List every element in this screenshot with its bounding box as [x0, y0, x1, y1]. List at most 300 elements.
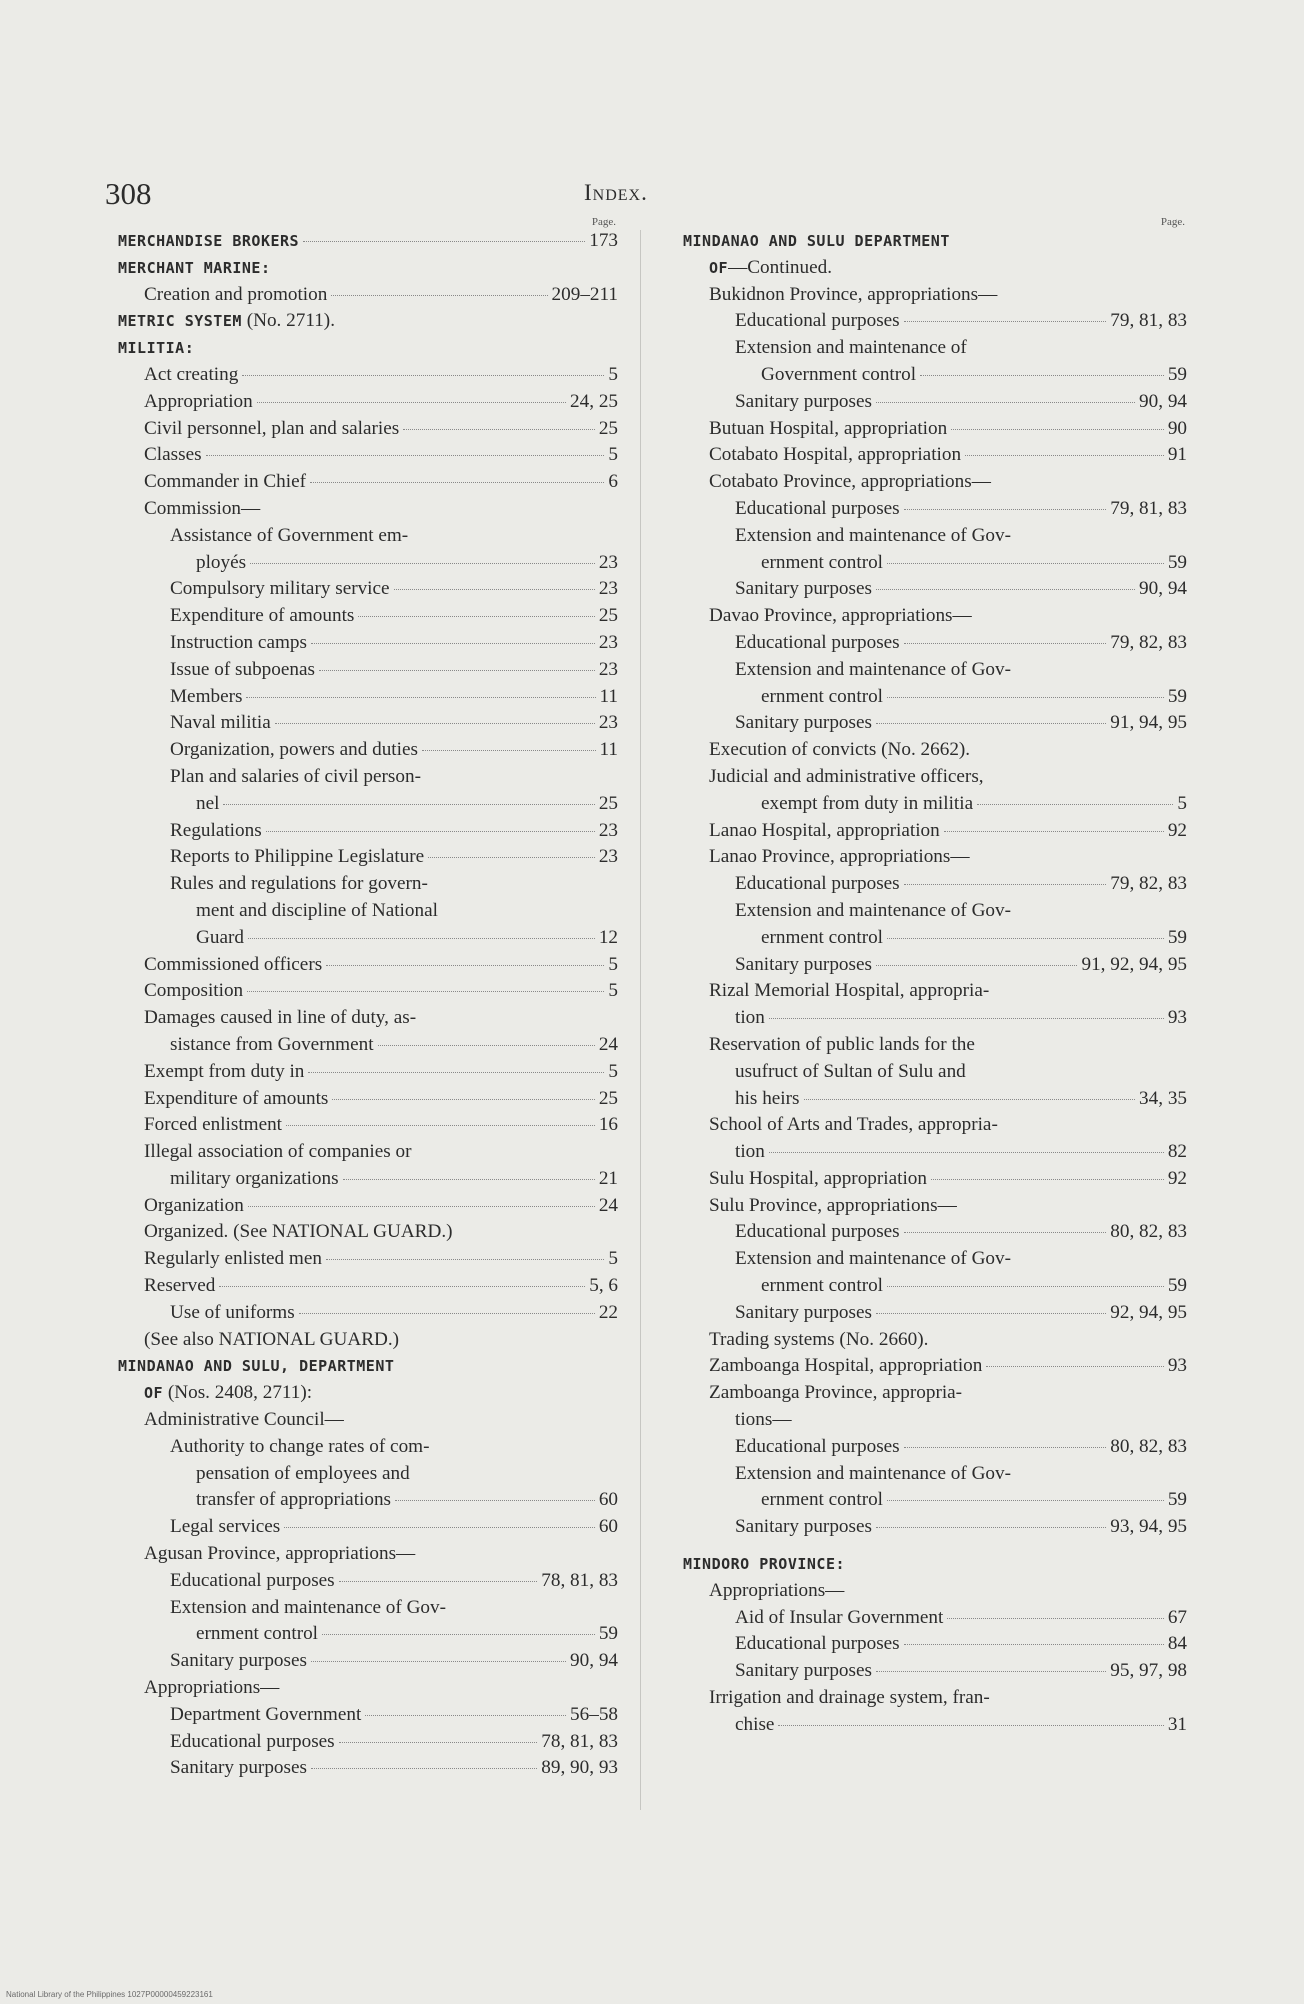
index-entry: [683, 335, 1187, 362]
index-entry: [683, 416, 1187, 443]
entry-page-ref: 25: [598, 417, 618, 439]
index-entry: [683, 282, 1187, 309]
entry-text-wrap: [144, 362, 238, 389]
index-entry: [683, 710, 1187, 737]
dot-leader: [266, 831, 595, 832]
entry-text: Extension and maintenance of Gov-: [170, 1596, 446, 1618]
entry-page-ref: 25: [598, 792, 618, 814]
entry-text: Educational purposes: [735, 497, 900, 519]
dot-leader: [887, 938, 1164, 939]
entry-heading: MERCHANDISE BROKERS: [118, 232, 300, 250]
index-entry: [683, 1685, 1187, 1712]
dot-leader: [804, 1099, 1136, 1100]
entry-text-wrap: [144, 1112, 282, 1139]
index-entry: [118, 1407, 618, 1434]
entry-text: Civil personnel, plan and salaries: [144, 417, 400, 439]
entry-text: Educational purposes: [170, 1730, 335, 1752]
entry-text: Educational purposes: [735, 1633, 900, 1655]
entry-text: Sanitary purposes: [735, 712, 872, 734]
entry-text: Reservation of public lands for the: [709, 1033, 975, 1055]
entry-text-wrap: [170, 1729, 335, 1756]
dot-leader: [275, 723, 595, 724]
entry-text: Commissioned officers: [144, 953, 323, 975]
entry-page-ref: 60: [598, 1489, 618, 1511]
entry-text-wrap: [170, 1648, 307, 1675]
index-entry: [683, 228, 1187, 255]
entry-text-wrap: [735, 1461, 1011, 1488]
entry-text-wrap: [170, 1595, 446, 1622]
entry-text-wrap: [735, 496, 900, 523]
dot-leader: [920, 375, 1164, 376]
index-entry: [118, 416, 618, 443]
index-entry: [683, 1631, 1187, 1658]
entry-text-wrap: [709, 818, 940, 845]
entry-page-ref: 23: [598, 819, 618, 841]
entry-text: Educational purposes: [735, 1435, 900, 1457]
entry-text-wrap: [709, 469, 991, 496]
dot-leader: [247, 991, 604, 992]
entry-text: Exempt from duty in: [144, 1060, 305, 1082]
entry-text-wrap: [170, 684, 242, 711]
dot-leader: [311, 1768, 537, 1769]
entry-text: Act creating: [144, 363, 239, 385]
entry-heading: OF: [144, 1384, 164, 1403]
index-entry: [118, 1086, 618, 1113]
entry-page-ref: 59: [1167, 1275, 1187, 1297]
index-entry: [118, 818, 618, 845]
dot-leader: [887, 697, 1164, 698]
entry-text-wrap: [735, 389, 872, 416]
entry-text-wrap: [170, 1568, 335, 1595]
entry-page-ref: 92: [1167, 1167, 1187, 1189]
entry-page-ref: 59: [1167, 926, 1187, 948]
dot-leader: [944, 831, 1164, 832]
scan-footer: National Library of the Philippines 1027P00000459223161: [6, 1990, 213, 1999]
index-entry: [683, 576, 1187, 603]
dot-leader: [339, 1742, 538, 1743]
index-entry: [118, 1514, 618, 1541]
entry-text: Plan and salaries of civil person-: [170, 765, 421, 787]
index-entry: [118, 1702, 618, 1729]
entry-text: (Nos. 2408, 2711):: [163, 1382, 313, 1404]
entry-text-wrap: [735, 1300, 872, 1327]
index-entry: [683, 925, 1187, 952]
entry-text: School of Arts and Trades, appropria-: [709, 1114, 998, 1136]
entry-text: nel: [196, 792, 220, 814]
index-entry: [118, 442, 618, 469]
index-entry: [683, 603, 1187, 630]
index-entry: [118, 898, 618, 925]
entry-page-ref: 59: [598, 1623, 618, 1645]
entry-text-wrap: [735, 308, 900, 335]
index-entry: [683, 362, 1187, 389]
entry-text: Rizal Memorial Hospital, appropria-: [709, 980, 990, 1002]
dot-leader: [876, 723, 1106, 724]
entry-text: Lanao Province, appropriations—: [709, 846, 970, 868]
index-entry: [118, 1648, 618, 1675]
entry-page-ref: 22: [598, 1301, 618, 1323]
entry-text-wrap: [144, 496, 260, 523]
index-entry: [118, 1032, 618, 1059]
index-entry: [118, 710, 618, 737]
entry-text: Extension and maintenance of Gov-: [735, 658, 1011, 680]
entry-page-ref: 91: [1167, 444, 1187, 466]
entry-text-wrap: [735, 1658, 872, 1685]
entry-heading: OF: [709, 258, 729, 277]
dot-leader: [904, 321, 1107, 322]
entry-text-wrap: [144, 1219, 453, 1246]
index-entry: [118, 1487, 618, 1514]
dot-leader: [904, 1447, 1107, 1448]
entry-text-wrap: [735, 1407, 792, 1434]
index-entry: [683, 1219, 1187, 1246]
index-entry: [683, 1605, 1187, 1632]
index-entry: [118, 523, 618, 550]
entry-text: ernment control: [196, 1623, 319, 1645]
entry-page-ref: 11: [599, 685, 618, 707]
dot-leader: [257, 402, 566, 403]
entry-text: Guard: [196, 926, 244, 948]
index-entry: [683, 1112, 1187, 1139]
index-entry: [118, 1193, 618, 1220]
index-entry: [118, 1541, 618, 1568]
index-entry: [683, 1273, 1187, 1300]
entry-page-ref: 59: [1167, 551, 1187, 573]
entry-text: Compulsory military service: [170, 578, 390, 600]
dot-leader: [310, 482, 604, 483]
dot-leader: [904, 1644, 1164, 1645]
dot-leader: [931, 1179, 1164, 1180]
entry-page-ref: 173: [589, 230, 618, 251]
index-entry: [683, 952, 1187, 979]
dot-leader: [422, 750, 596, 751]
entry-page-ref: 67: [1167, 1606, 1187, 1628]
entry-text: Sanitary purposes: [735, 1660, 872, 1682]
entry-heading: MINDORO PROVINCE:: [683, 1555, 846, 1574]
entry-page-ref: 59: [1167, 363, 1187, 385]
index-entry: [118, 1273, 618, 1300]
entry-text-wrap: [170, 818, 262, 845]
entry-text: Extension and maintenance of: [735, 337, 967, 359]
entry-text-wrap: [144, 1059, 304, 1086]
index-entry: [118, 1112, 618, 1139]
dot-leader: [904, 643, 1107, 644]
entry-text-wrap: [709, 1353, 982, 1380]
dot-leader: [303, 241, 585, 242]
entry-text-wrap: [761, 925, 883, 952]
entry-text-wrap: [709, 416, 947, 443]
index-entry: [683, 496, 1187, 523]
index-entry: [683, 764, 1187, 791]
index-entry: [118, 925, 618, 952]
entry-text-wrap: [144, 1005, 416, 1032]
entry-text: Instruction camps: [170, 631, 307, 653]
entry-text: exempt from duty in militia: [761, 792, 974, 814]
entry-text: Naval militia: [170, 712, 271, 734]
index-column-right: [683, 216, 1187, 1739]
entry-heading: MINDANAO AND SULU DEPARTMENT: [683, 232, 950, 250]
entry-text-wrap: [735, 1246, 1011, 1273]
index-entry: [683, 255, 1187, 282]
entry-text-wrap: [144, 282, 327, 309]
entry-text: Sanitary purposes: [735, 578, 872, 600]
column-divider: [640, 230, 641, 1810]
index-entry: [683, 1005, 1187, 1032]
index-entry: [118, 1595, 618, 1622]
entry-page-ref: 89, 90, 93: [541, 1757, 618, 1779]
entry-text: Educational purposes: [170, 1569, 335, 1591]
entry-text-wrap: [761, 791, 973, 818]
entry-text-wrap: [709, 1166, 927, 1193]
entry-text-wrap: [144, 952, 322, 979]
index-entry: [118, 1005, 618, 1032]
dot-leader: [904, 1232, 1107, 1233]
page-column-label: Page.: [591, 216, 616, 228]
entry-text-wrap: [709, 844, 970, 871]
index-entry: [118, 684, 618, 711]
dot-leader: [403, 429, 595, 430]
entry-text: transfer of appropriations: [196, 1489, 392, 1511]
dot-leader: [206, 455, 605, 456]
entry-text-wrap: [709, 978, 989, 1005]
entry-text-wrap: [735, 1605, 943, 1632]
entry-text-wrap: [144, 1541, 415, 1568]
dot-leader: [876, 1527, 1106, 1528]
entry-text: pensation of employees and: [196, 1462, 410, 1484]
entry-text: Sanitary purposes: [735, 953, 872, 975]
entry-text-wrap: [735, 1059, 966, 1086]
index-entry: [118, 1568, 618, 1595]
entry-text-wrap: [196, 925, 244, 952]
entry-text: Appropriation: [144, 390, 253, 412]
dot-leader: [326, 965, 604, 966]
entry-text-wrap: [761, 684, 883, 711]
dot-leader: [887, 1286, 1164, 1287]
entry-text: Zamboanga Province, appropria-: [709, 1382, 963, 1404]
dot-leader: [394, 589, 595, 590]
entry-text-wrap: [170, 710, 271, 737]
index-entry: [118, 255, 618, 282]
entry-text: Members: [170, 685, 243, 707]
entry-text-wrap: [709, 1032, 975, 1059]
entry-heading: METRIC SYSTEM: [118, 312, 242, 331]
dot-leader: [219, 1286, 585, 1287]
entry-text-wrap: [709, 1327, 928, 1354]
entry-page-ref: 24, 25: [570, 390, 618, 412]
entry-text: Regulations: [170, 819, 262, 841]
entry-text: Extension and maintenance of Gov-: [735, 1248, 1011, 1270]
entry-text: (No. 2711).: [241, 310, 335, 332]
index-entry: [118, 791, 618, 818]
entry-text: Agusan Province, appropriations—: [144, 1543, 416, 1565]
entry-text: Davao Province, appropriations—: [709, 605, 972, 627]
entry-text: tion: [735, 1141, 765, 1163]
index-entry: [118, 576, 618, 603]
dot-leader: [311, 643, 595, 644]
entry-page-ref: 5: [608, 1060, 618, 1082]
entry-heading-wrap: [144, 1380, 312, 1407]
entry-text-wrap: [735, 1005, 765, 1032]
entry-text-wrap: [170, 1702, 361, 1729]
entry-text-wrap: [144, 1675, 279, 1702]
entry-text: ployés: [196, 551, 247, 573]
entry-text-wrap: [170, 764, 421, 791]
entry-text-wrap: [735, 871, 900, 898]
index-entry: [118, 1300, 618, 1327]
entry-heading-wrap: [683, 1551, 845, 1578]
entry-page-ref: 93: [1167, 1355, 1187, 1377]
entry-text-wrap: [144, 1086, 328, 1113]
entry-text-wrap: [196, 1487, 391, 1514]
entry-page-ref: 93: [1167, 1007, 1187, 1029]
entry-text: Expenditure of amounts: [170, 605, 355, 627]
index-entry: [118, 630, 618, 657]
entry-text: Butuan Hospital, appropriation: [709, 417, 948, 439]
index-entry: [683, 684, 1187, 711]
index-entry: [118, 1755, 618, 1782]
entry-text: Sanitary purposes: [170, 1757, 307, 1779]
entry-text-wrap: [709, 737, 970, 764]
entry-text: Extension and maintenance of Gov-: [735, 524, 1011, 546]
entry-page-ref: 12: [598, 926, 618, 948]
entries-right: [683, 228, 1187, 1739]
index-entry: [683, 550, 1187, 577]
dot-leader: [365, 1715, 566, 1716]
index-entry: [683, 1514, 1187, 1541]
entry-text: ernment control: [761, 1489, 884, 1511]
entry-text-wrap: [709, 1193, 957, 1220]
index-entry: [683, 1059, 1187, 1086]
entry-page-ref: 16: [598, 1114, 618, 1136]
entry-text: Administrative Council—: [144, 1409, 344, 1431]
entry-text-wrap: [761, 1273, 883, 1300]
entry-text: Commission—: [144, 497, 261, 519]
entry-text-wrap: [144, 1407, 344, 1434]
dot-leader: [343, 1179, 595, 1180]
dot-leader: [242, 375, 604, 376]
index-entry: [118, 228, 618, 255]
entry-text: Appropriations—: [709, 1579, 845, 1601]
entry-text-wrap: [144, 1193, 244, 1220]
entry-text: Government control: [761, 363, 917, 385]
entry-text-wrap: [144, 442, 202, 469]
index-entry: [118, 1246, 618, 1273]
entry-heading: MILITIA:: [118, 339, 195, 358]
index-entry: [683, 1086, 1187, 1113]
entry-text-wrap: [735, 898, 1011, 925]
entry-page-ref: 59: [1167, 685, 1187, 707]
index-entry: [118, 389, 618, 416]
entry-text: ernment control: [761, 551, 884, 573]
entry-page-ref: 5: [608, 1248, 618, 1270]
index-entry: [683, 898, 1187, 925]
entry-text-wrap: [709, 1380, 962, 1407]
index-entry: [683, 844, 1187, 871]
index-entry: [118, 1621, 618, 1648]
entry-text: sistance from Government: [170, 1033, 374, 1055]
entry-text-wrap: [709, 1578, 844, 1605]
entry-heading-wrap: [118, 1353, 394, 1380]
entry-text: Authority to change rates of com-: [170, 1435, 430, 1457]
dot-leader: [887, 1500, 1164, 1501]
entry-page-ref: 79, 81, 83: [1110, 310, 1187, 332]
entry-text: ernment control: [761, 685, 884, 707]
entry-text-wrap: [170, 1514, 280, 1541]
dot-leader: [358, 616, 594, 617]
entry-text-wrap: [709, 603, 972, 630]
index-entry: [683, 657, 1187, 684]
entry-text-wrap: [709, 442, 961, 469]
index-entry: [683, 1487, 1187, 1514]
entry-text-wrap: [735, 952, 872, 979]
entry-text-wrap: [170, 1032, 374, 1059]
entry-text: Cotabato Hospital, appropriation: [709, 444, 962, 466]
index-entry: [118, 764, 618, 791]
index-entry: [118, 871, 618, 898]
entry-text: (See also NATIONAL GUARD.): [144, 1328, 400, 1350]
dot-leader: [876, 402, 1135, 403]
entry-text-wrap: [196, 898, 438, 925]
entry-page-ref: 21: [598, 1167, 618, 1189]
index-entry: [683, 737, 1187, 764]
entry-text-wrap: [735, 1086, 800, 1113]
entry-text: Bukidnon Province, appropriations—: [709, 283, 998, 305]
entry-text-wrap: [761, 550, 883, 577]
dot-leader: [378, 1045, 595, 1046]
index-entry: [118, 1380, 618, 1407]
entry-text: Cotabato Province, appropriations—: [709, 471, 991, 493]
entry-text-wrap: [144, 1273, 215, 1300]
index-entry: [118, 657, 618, 684]
entry-text-wrap: [709, 764, 984, 791]
entry-text: Extension and maintenance of Gov-: [735, 1462, 1011, 1484]
entry-text-wrap: [735, 630, 900, 657]
entry-page-ref: 23: [598, 658, 618, 680]
entry-page-ref: 5: [608, 953, 618, 975]
entry-page-ref: 6: [608, 471, 618, 493]
entry-page-ref: 80, 82, 83: [1110, 1435, 1187, 1457]
entry-text: Rules and regulations for govern-: [170, 873, 428, 895]
entry-page-ref: 5: [608, 363, 618, 385]
entry-text-wrap: [761, 362, 916, 389]
entry-heading: MINDANAO AND SULU, DEPARTMENT: [118, 1357, 395, 1376]
entry-text-wrap: [735, 1434, 900, 1461]
entry-page-ref: 78, 81, 83: [541, 1730, 618, 1752]
entry-text: Organization, powers and duties: [170, 739, 418, 761]
index-entry: [683, 818, 1187, 845]
entry-page-ref: 79, 82, 83: [1110, 631, 1187, 653]
entry-page-ref: 60: [598, 1516, 618, 1538]
entry-page-ref: 24: [598, 1194, 618, 1216]
entry-text: Creation and promotion: [144, 283, 328, 305]
entry-heading: MERCHANT MARINE:: [118, 258, 271, 277]
index-entry: [118, 978, 618, 1005]
entry-page-ref: 23: [598, 578, 618, 600]
index-entry: [118, 737, 618, 764]
dot-leader: [246, 697, 595, 698]
index-entry: [683, 1327, 1187, 1354]
entry-heading-wrap: [683, 228, 950, 255]
entry-page-ref: 5: [608, 980, 618, 1002]
entry-text: tions—: [735, 1409, 792, 1431]
entry-text: Sanitary purposes: [170, 1650, 307, 1672]
entry-text-wrap: [735, 657, 1011, 684]
entry-text-wrap: [761, 1487, 883, 1514]
index-entry: [683, 1166, 1187, 1193]
dot-leader: [284, 1527, 595, 1528]
index-entry: [683, 1461, 1187, 1488]
entry-page-ref: 91, 92, 94, 95: [1081, 953, 1187, 975]
